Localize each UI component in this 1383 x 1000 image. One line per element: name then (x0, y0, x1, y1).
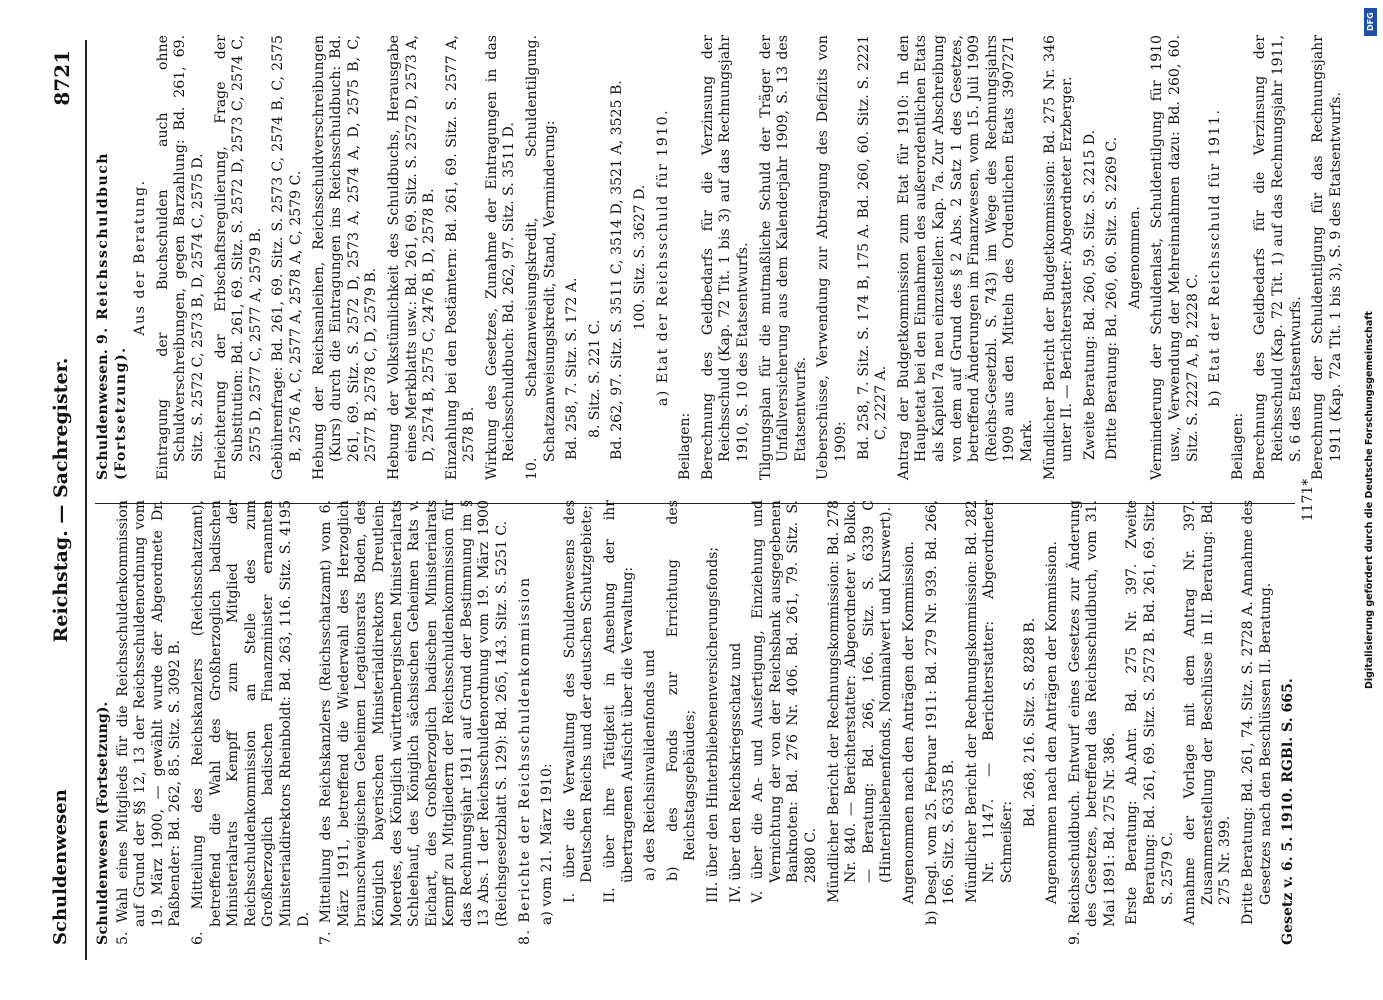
entry-7: 7. Mitteilung des Reichskanzlers (Reichsschatzamt) vom 6. März 1911, betreffend die Wiederwahl des Herzoglich braunschweigischen Geheimen Legationsrats Boden, des Königlich bayerischen Ministerialdirektors Dreutlein-Moerdes, des Königlich württembergischen Ministerialrats Schleehauf, des Königlich sächsischen Geheimen Rats v. Eichart, des Großherzoglich badischen Ministerialrats Kempff zu Mitgliedern der Reichsschuldenkommission für das Rechnungsjahr 1911 auf Grund der Bestimmung im § 13 Abs. 1 der Reichsschuldenordnung vom 19. März 1900 (Reichsgesetzblatt S. 129): Bd. 265, 143. Sitz. S. 5251 C. (318, 500, 511, 945)
etat-1910-item-1: Berechnung des Geldbedarfs für die Verzinsung der Reichsschuld (Kap. 72 Tit. 1 bis 3) auf das Rechnungsjahr 1910, S. 10 des Etatsentwurfs. (699, 35, 751, 480)
etat-1911-item-1: Berechnung des Geldbedarfs für die Verzinsung der Reichsschuld (Kap. 72 Tit. 1) auf das Rechnungsjahr 1911, S. 6 des Etatsentwurfs. (1252, 35, 1304, 480)
digitization-credit-text: Digitalisierung gefördert durch die Deutsche Forschungsgemeinschaft (1364, 311, 1375, 689)
entry-9: 9. Reichsschuldbuch. Entwurf eines Gesetzes zur Änderung des Gesetzes, betreffend das Reichsschuldbuch, vom 31. Mai 1891: Bd. 275 Nr. 386. (1066, 500, 1118, 945)
roman-item-5: V. über die An- und Ausfertigung, Einziehung und Vernichtung der von der Reichsbank ausgegebenen Banknoten: Bd. 276 Nr. 406. Bd. 261, 79. Sitz. S. 2880 C. (750, 500, 819, 903)
right-column (95, 35, 1350, 480)
roman-item-2: II. über ihre Tätigkeit in Ansehung der ihr übertragenen Aufsicht über die Verwaltung: (602, 500, 636, 903)
right-heading-item: 9. Reichsschuldbuch (Fortsetzung). (95, 151, 129, 480)
entry-5: 5. Wahl eines Mitglieds für die Reichsschuldenkommission auf Grund der §§ 12, 13 der Reichsschuldenordnung vom 19. März 1900, — gewählt wurde der Abgeordnete Dr. Paßbender: Bd. 262, 85. Sitz. S. 3092 B. (114, 500, 184, 945)
budget-commission-report: Mündlicher Bericht der Budgetkommission: Bd. 275 Nr. 346 unter II. — Berichterstatter: Abgeordneter Erzberger. (1041, 35, 1076, 480)
left-heading (95, 500, 113, 945)
topic-7: Wirkung des Gesetzes, Zunahme der Eintragungen in das Reichsschuldbuch: Bd. 262, 97. Sitz. S. 3511 D. (483, 35, 518, 480)
topic-2: Erleichterung der Erbschaftsregulierung, Frage der Substitution: Bd. 261, 69. Sitz. S. 2572 D, 2573 C, 2574 C, 2575 D, 2577 C, 2577 A, 2579 B. (212, 35, 264, 480)
beilagen-label-1911: Beilagen: (1229, 412, 1246, 480)
page-number: 8721 (50, 50, 74, 106)
left-column (95, 500, 1303, 945)
entry-8: 8. Berichte der Reichsschuldenkommission (516, 576, 533, 945)
left-column-running-head: Schuldenwesen (50, 789, 71, 945)
entry-10-ref-1: Bd. 258, 7. Sitz. S. 172 A. (564, 277, 581, 460)
etat-1910-item-3: Ueberschüsse, Verwendung zur Abtragung des Defizits von 1909: (815, 35, 849, 480)
roman-item-1: I. über die Verwaltung des Schuldenwesens des Deutschen Reichs und der deutschen Schutzgebiete; (561, 500, 596, 903)
accepted-note-2: Angenommen nach den Anträgen der Kommission. (1044, 540, 1061, 905)
roman-sub-a: a) des Reichsinvalidenfonds und (642, 649, 659, 881)
etat-1910-heading: a) Etat der Reichsschuld für 1910. (654, 108, 671, 407)
third-reading: Dritte Beratung: Bd. 260, 60. Sitz. S. 2269 C. (1104, 136, 1121, 460)
topic-4: Hebung der Reichsanleihen, Reichsschuldverschreibungen (Kurs) durch die Eintragungen ins Reichsschuldbuch: Bd. 261, 69. Sitz. S. 2572 D, 2573 A, 2574 A, D, 2575 B, C, 2577 B, 2578 C, D, 2579 B. (310, 35, 380, 480)
etat-1910-item-2: Tilgungsplan für die mutmaßliche Schuld der Träger der Unfallversicherung aus dem Kalenderjahr 1909, S. 13 des Etatsentwurfs. (757, 35, 809, 480)
entry-9-third-reading: Dritte Beratung: Bd. 261, 74. Sitz. S. 2728 A. Annahme des Gesetzes nach den Beschlüssen II. Beratung. (1240, 500, 1274, 925)
roman-sub-b: b) des Fonds zur Errichtung des Reichstagsgebäudes; (664, 500, 699, 881)
rechnungskommission-report: Mündlicher Bericht der Rechnungskommission: Bd. 278 Nr. 840. — Berichterstatter: Abgeordneter v. Bolko. — Beratung: Bd. 266, 166. Sitz. S. 6339 C (Hinterbliebenenfonds, Nominalwert und Kurswert). (825, 500, 895, 903)
topic-3: Gebührenfrage: Bd. 261, 69. Sitz. S. 2573 C, 2574 B, C, 2575 B, 2576 A, C, 2577 A, 2578 A, C, 2579 C. (270, 35, 304, 480)
entry-10: 10. Schatzanweisungskredit, Schuldentilgung. Schatzanweisungskredit, Stand, Verminderung: (524, 35, 558, 480)
law-reference: Gesetz v. 6. 5. 1910. RGBl. S. 665. (1280, 678, 1297, 945)
entry-8-sub-b: b) Desgl. vom 25. Februar 1911: Bd. 279 Nr. 939. Bd. 266, 166. Sitz. S. 6335 B. (923, 500, 958, 925)
sub-b-report: Mündlicher Bericht der Rechnungskommission: Bd. 282 Nr. 1147. — Berichterstatter: Abgeordneter Schmeißer: (963, 500, 1015, 903)
entry-9-first-second-reading: Erste Beratung: Ab.Antr. Bd. 275 Nr. 397. Zweite Beratung: Bd. 261, 69. Sitz. S. 2572 B. Bd. 261, 69. Sitz. S. 2579 C. (1124, 500, 1176, 925)
dfg-logo-icon: DFG (1364, 8, 1377, 36)
from-deliberation-heading: Aus der Beratung. (132, 179, 149, 336)
right-heading (95, 35, 130, 480)
etat-1911-heading: b) Etat der Reichsschuld für 1911. (1207, 108, 1224, 407)
topic-6: Einzahlung bei den Postämtern: Bd. 261, 69. Sitz. S. 2577 A, 2578 B. (443, 35, 478, 480)
sub-b-reference: Bd. 268, 216. Sitz. S. 8288 B. (1021, 617, 1038, 828)
second-reading: Zweite Beratung: Bd. 260, 59. Sitz. S. 2215 D. (1081, 129, 1098, 460)
entry-6: 6. Mitteilung des Reichskanzlers (Reichsschatzamt), betreffend die Wahl des Großherzoglich badischen Ministerialrats Kempff zum Mitglied der Reichsschuldenkommission an Stelle des zum Großherzoglich badischen Finanzminister ernannten Ministerialdirektors Rheinboldt: Bd. 263, 116. Sitz. S. 4195 D. (189, 500, 312, 945)
entry-9-adoption: Annahme der Vorlage mit dem Antrag Nr. 397. Zusammenstellung der Beschlüsse in II. Beratung: Bd. 275 Nr. 399. (1182, 500, 1234, 925)
beilagen-label-1910: Beilagen: (677, 412, 694, 480)
roman-item-4: IV. über den Reichskriegsschatz und (727, 642, 744, 903)
topic-5: Hebung der Volkstümlichkeit des Schuldbuchs, Herausgabe eines Merkblatts usw.: Bd. 261, 69. Sitz. S. 2572 D, 2573 A, D, 2574 B, 2575 C, 2476 B, D, 2578 B. (385, 35, 438, 480)
entry-10-ref-2: 8. Sitz. S. 221 C. (586, 319, 603, 438)
accepted-note-right: Angenommen. (1126, 206, 1143, 309)
debt-reduction-entry: Verminderung der Schuldenlast, Schuldentilgung für 1910 usw., Verwendung der Mehreinnahmen dazu: Bd. 260, 60. Sitz. S. 2227 A, B, 2228 C. (1149, 35, 1201, 480)
printer-signature: 1171* (1300, 478, 1316, 522)
header-rule (85, 40, 87, 960)
entry-10-ref-4: 100. Sitz. S. 3627 D. (632, 184, 649, 331)
etat-1911-item-2: Berechnung der Schuldentilgung für das Rechnungsjahr 1911 (Kap. 72a Tit. 1 bis 3), S. 9 des Etatsentwurfs. (1310, 35, 1344, 480)
right-heading-main: Schuldenwesen. (95, 348, 111, 480)
roman-item-3: III. über den Hinterbliebenenversicherungsfonds; (705, 546, 721, 903)
topic-1: Eintragung der Buchschulden auch ohne Schuldverschreibungen, gegen Barzahlung: Bd. 261, 69. Sitz. S. 2572 C, 2573 B, D, 2574 C, 2575 D. (154, 35, 206, 480)
defizit-references: Bd. 258, 7. Sitz. S. 174 B, 175 A. Bd. 260, 60. Sitz. S. 2221 C, 2227 A. (855, 35, 890, 460)
entry-8-sub-a: a) vom 21. März 1910: (539, 763, 556, 925)
budget-commission-motion: Antrag der Budgetkommission zum Etat für 1910: In den Hauptetat bei den Einnahmen des außerordentlichen Etats als Kapitel 7a neu einzustellen: Kap. 7a. Zur Abschreibung von dem auf Grund des § 2 Abs. 2 Satz 1 des Gesetzes, betreffend Änderungen im Finanzwesen, vom 15. Juli 1909 (Reichs-Gesetzbl. S. 743) im Wege des Rechnungsjahrs 1909 aus den Mitteln des Ordentlichen Etats 3907271 Mark. (895, 35, 1035, 480)
accepted-note-1: Angenommen nach den Anträgen der Kommission. (900, 540, 917, 905)
digitization-credit-strip (1362, 0, 1378, 1000)
page-running-title: Reichstag. — Sachregister. (50, 357, 72, 643)
left-heading-suffix: (Fortsetzung). (95, 701, 111, 815)
left-heading-main: Schuldenwesen (95, 819, 111, 945)
entry-10-ref-3: Bd. 262, 97. Sitz. S. 3511 C, 3514 D, 3521 A, 3525 B. (609, 80, 626, 460)
